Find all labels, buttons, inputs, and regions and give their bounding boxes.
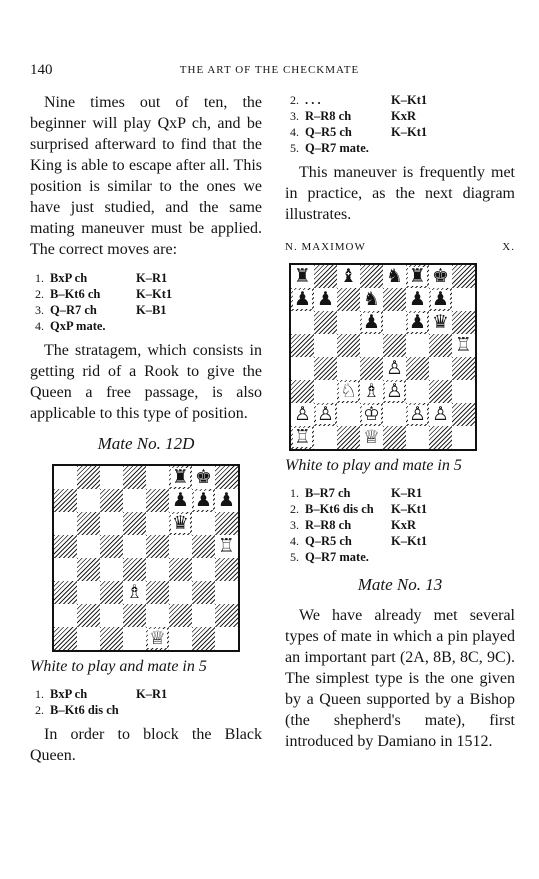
board-square xyxy=(123,512,146,535)
chess-piece-glyph: ♜ xyxy=(409,265,426,288)
move-row xyxy=(30,686,262,702)
board-square xyxy=(452,288,475,311)
move-row xyxy=(285,533,515,549)
chess-piece-glyph: ♔ xyxy=(363,403,380,426)
board-square xyxy=(337,426,360,449)
move-row xyxy=(285,517,515,533)
chess-piece-f6 xyxy=(406,311,429,334)
move-row xyxy=(285,108,515,124)
chess-piece-f8 xyxy=(406,265,429,288)
board-square xyxy=(100,489,123,512)
chess-piece-glyph: ♟ xyxy=(172,489,189,512)
move-list xyxy=(30,270,262,334)
chess-piece-d3 xyxy=(123,581,146,604)
black-move: K–Kt1 xyxy=(391,125,428,139)
black-move: K–R1 xyxy=(136,271,168,285)
board-square xyxy=(314,265,337,288)
move-number: 1. xyxy=(35,687,44,701)
black-move: K–Kt1 xyxy=(391,93,428,107)
move-number: 4. xyxy=(290,125,299,139)
move-number: 1. xyxy=(35,271,44,285)
black-move: KxR xyxy=(391,109,416,123)
chess-piece-d6 xyxy=(360,311,383,334)
board-square xyxy=(77,489,100,512)
chess-piece-glyph: ♕ xyxy=(149,627,166,650)
board-square xyxy=(291,380,314,403)
board-square xyxy=(429,380,452,403)
black-move: KxR xyxy=(391,518,416,532)
chess-piece-e4 xyxy=(383,357,406,380)
board-square xyxy=(123,489,146,512)
board-square xyxy=(452,311,475,334)
paragraph-text: In order to block the Black Queen. xyxy=(30,726,262,764)
chess-piece-d7 xyxy=(360,288,383,311)
board-square xyxy=(406,357,429,380)
board-square xyxy=(146,535,169,558)
board-square xyxy=(452,426,475,449)
chess-piece-d3 xyxy=(360,380,383,403)
move-number: 2. xyxy=(35,703,44,717)
chess-diagram xyxy=(289,263,477,451)
white-move: BxP ch xyxy=(50,271,88,285)
chess-piece-glyph: ♖ xyxy=(455,334,472,357)
paragraph-text: This maneuver is frequently met in practice, as the next diagram illustrates. xyxy=(285,164,515,223)
chess-piece-glyph: ♙ xyxy=(317,403,334,426)
board-square xyxy=(54,466,77,489)
chess-piece-a1 xyxy=(291,426,314,449)
board-square xyxy=(100,627,123,650)
chess-piece-a7 xyxy=(291,288,314,311)
board-square xyxy=(192,627,215,650)
chess-piece-d2 xyxy=(360,403,383,426)
board-square xyxy=(100,558,123,581)
board-square xyxy=(77,558,100,581)
paragraph-text: The stratagem, which consists in getting rid of a Rook to give the Queen a free passage, is also applicable to this type of position. xyxy=(30,342,262,422)
board-square xyxy=(291,334,314,357)
white-move: Q–R7 ch xyxy=(50,303,97,317)
move-number: 1. xyxy=(290,486,299,500)
chess-piece-glyph: ♞ xyxy=(363,288,380,311)
board-square xyxy=(383,288,406,311)
chess-piece-glyph: ♙ xyxy=(386,380,403,403)
move-row xyxy=(285,92,515,108)
chess-diagram xyxy=(52,464,240,652)
board-square xyxy=(100,604,123,627)
chess-piece-glyph: ♟ xyxy=(409,311,426,334)
board-square xyxy=(77,627,100,650)
board-square xyxy=(215,581,238,604)
chess-piece-glyph: ♕ xyxy=(363,426,380,449)
board-square xyxy=(452,265,475,288)
chess-piece-glyph: ♜ xyxy=(172,466,189,489)
board-square xyxy=(192,535,215,558)
board-square xyxy=(169,581,192,604)
board-square xyxy=(337,311,360,334)
black-move: K–R1 xyxy=(391,486,423,500)
board-square xyxy=(337,288,360,311)
board-square xyxy=(123,466,146,489)
board-square xyxy=(169,604,192,627)
chess-piece-glyph: ♟ xyxy=(317,288,334,311)
board-square xyxy=(54,558,77,581)
board-square xyxy=(314,357,337,380)
paragraph xyxy=(30,724,262,766)
chess-piece-f2 xyxy=(406,403,429,426)
chess-piece-a2 xyxy=(291,403,314,426)
move-number: 2. xyxy=(35,287,44,301)
move-list xyxy=(30,686,262,718)
white-move: B–Kt6 dis ch xyxy=(305,502,374,516)
chess-piece-glyph: ♝ xyxy=(340,265,357,288)
board-square xyxy=(100,512,123,535)
chess-piece-glyph: ♞ xyxy=(386,265,403,288)
chess-piece-g6 xyxy=(429,311,452,334)
chess-piece-f8 xyxy=(169,466,192,489)
black-player: X. xyxy=(502,241,515,253)
board-square xyxy=(314,311,337,334)
board-square xyxy=(54,489,77,512)
board-square xyxy=(146,466,169,489)
chess-piece-glyph: ♚ xyxy=(195,466,212,489)
players-heading xyxy=(285,241,515,253)
white-move: R–R8 ch xyxy=(305,109,352,123)
board-square xyxy=(77,466,100,489)
black-move: K–R1 xyxy=(136,687,168,701)
white-move: Q–R7 mate. xyxy=(305,550,369,564)
black-move: K–Kt1 xyxy=(391,534,428,548)
board-square xyxy=(215,512,238,535)
board-square xyxy=(452,403,475,426)
board-square xyxy=(406,334,429,357)
white-move: B–Kt6 dis ch xyxy=(50,703,119,717)
chess-piece-b2 xyxy=(314,403,337,426)
chess-piece-e3 xyxy=(383,380,406,403)
move-row xyxy=(30,286,262,302)
move-row xyxy=(30,702,262,718)
chess-piece-a8 xyxy=(291,265,314,288)
chess-piece-g8 xyxy=(429,265,452,288)
board-square xyxy=(215,627,238,650)
mate-title: Mate No. 12D xyxy=(97,434,195,453)
board-square xyxy=(77,581,100,604)
board-square xyxy=(169,627,192,650)
board-square xyxy=(314,380,337,403)
board-square xyxy=(452,380,475,403)
mate-title: Mate No. 13 xyxy=(357,575,443,594)
chess-piece-glyph: ♙ xyxy=(294,403,311,426)
white-move: R–R8 ch xyxy=(305,518,352,532)
diagram-caption: White to play and mate in 5 xyxy=(285,457,462,474)
board-square xyxy=(146,558,169,581)
board-square xyxy=(100,466,123,489)
move-number: 4. xyxy=(35,319,44,333)
board-square xyxy=(383,426,406,449)
chess-piece-glyph: ♗ xyxy=(126,581,143,604)
move-row xyxy=(285,501,515,517)
board-square xyxy=(169,558,192,581)
board-square xyxy=(215,604,238,627)
move-number: 4. xyxy=(290,534,299,548)
chess-piece-glyph: ♟ xyxy=(409,288,426,311)
chess-piece-g8 xyxy=(192,466,215,489)
board-square xyxy=(192,512,215,535)
right-column xyxy=(285,92,515,752)
chess-piece-g7 xyxy=(192,489,215,512)
move-row xyxy=(30,302,262,318)
board-square xyxy=(77,512,100,535)
chess-piece-c8 xyxy=(337,265,360,288)
board-square xyxy=(146,512,169,535)
chess-piece-glyph: ♛ xyxy=(432,311,449,334)
black-move: K–Kt1 xyxy=(136,287,173,301)
board-square xyxy=(314,426,337,449)
move-number: 3. xyxy=(290,518,299,532)
board-square xyxy=(291,357,314,380)
move-number: 3. xyxy=(35,303,44,317)
board-square xyxy=(123,535,146,558)
board-square xyxy=(169,535,192,558)
chess-piece-f6 xyxy=(169,512,192,535)
white-move: . . . xyxy=(305,93,321,107)
chess-piece-f7 xyxy=(406,288,429,311)
chess-piece-glyph: ♟ xyxy=(432,288,449,311)
chess-piece-glyph: ♙ xyxy=(386,357,403,380)
board-square xyxy=(123,604,146,627)
board-square xyxy=(54,535,77,558)
left-column xyxy=(30,92,262,766)
move-row xyxy=(30,270,262,286)
board-square xyxy=(291,311,314,334)
board-square xyxy=(54,604,77,627)
white-player: N. MAXIMOW xyxy=(285,241,366,253)
board-square xyxy=(192,581,215,604)
white-move: B–R7 ch xyxy=(305,486,351,500)
board-square xyxy=(383,311,406,334)
board-square xyxy=(77,604,100,627)
board-square xyxy=(406,426,429,449)
chess-piece-e8 xyxy=(383,265,406,288)
chess-piece-glyph: ♟ xyxy=(363,311,380,334)
board-square xyxy=(54,581,77,604)
board-square xyxy=(54,512,77,535)
move-number: 2. xyxy=(290,93,299,107)
board-square xyxy=(429,357,452,380)
white-move: B–Kt6 ch xyxy=(50,287,101,301)
chess-piece-glyph: ♖ xyxy=(218,535,235,558)
chess-piece-glyph: ♜ xyxy=(294,265,311,288)
board-square xyxy=(192,558,215,581)
black-move: K–Kt1 xyxy=(391,502,428,516)
move-number: 3. xyxy=(290,109,299,123)
chess-piece-h5 xyxy=(452,334,475,357)
black-move: K–B1 xyxy=(136,303,167,317)
diagram-caption: White to play and mate in 5 xyxy=(30,658,207,675)
chess-piece-d1 xyxy=(360,426,383,449)
paragraph xyxy=(285,162,515,225)
paragraph xyxy=(30,340,262,424)
chess-piece-glyph: ♟ xyxy=(294,288,311,311)
chess-piece-glyph: ♙ xyxy=(409,403,426,426)
board-square xyxy=(337,403,360,426)
move-row xyxy=(285,124,515,140)
board-square xyxy=(54,627,77,650)
chess-piece-glyph: ♟ xyxy=(195,489,212,512)
move-row xyxy=(285,485,515,501)
chess-piece-g7 xyxy=(429,288,452,311)
board-square xyxy=(337,334,360,357)
board-square xyxy=(146,581,169,604)
chess-piece-h7 xyxy=(215,489,238,512)
board-square xyxy=(383,403,406,426)
board-square xyxy=(452,357,475,380)
board-square xyxy=(337,357,360,380)
white-move: Q–R5 ch xyxy=(305,534,352,548)
move-row xyxy=(30,318,262,334)
board-square xyxy=(383,334,406,357)
move-row xyxy=(285,549,515,565)
board-square xyxy=(215,558,238,581)
chess-piece-f7 xyxy=(169,489,192,512)
move-list xyxy=(285,485,515,565)
board-square xyxy=(429,334,452,357)
board-square xyxy=(123,558,146,581)
chess-piece-glyph: ♚ xyxy=(432,265,449,288)
chess-piece-glyph: ♗ xyxy=(363,380,380,403)
board-square xyxy=(360,265,383,288)
board-square xyxy=(215,466,238,489)
move-number: 5. xyxy=(290,550,299,564)
chess-piece-h5 xyxy=(215,535,238,558)
chess-piece-g2 xyxy=(429,403,452,426)
paragraph xyxy=(30,92,262,260)
white-move: Q–R7 mate. xyxy=(305,141,369,155)
chess-piece-glyph: ♘ xyxy=(340,380,357,403)
board-square xyxy=(100,581,123,604)
white-move: BxP ch xyxy=(50,687,88,701)
chess-piece-b7 xyxy=(314,288,337,311)
move-row xyxy=(285,140,515,156)
paragraph xyxy=(285,605,515,752)
white-move: Q–R5 ch xyxy=(305,125,352,139)
running-title: THE ART OF THE CHECKMATE xyxy=(179,64,360,76)
page-number: 140 xyxy=(30,62,53,78)
chess-piece-c3 xyxy=(337,380,360,403)
paragraph-text: Nine times out of ten, the beginner will play QxP ch, and be surprised afterward to find that the King is able to escape after all. This position is similar to the ones we have just studied, and the same mating maneuver must be applied. The correct moves are: xyxy=(30,94,262,258)
chess-piece-glyph: ♛ xyxy=(172,512,189,535)
move-list xyxy=(285,92,515,156)
board-square xyxy=(314,334,337,357)
board-square xyxy=(146,604,169,627)
chess-piece-glyph: ♟ xyxy=(218,489,235,512)
white-move: QxP mate. xyxy=(50,319,106,333)
board-square xyxy=(77,535,100,558)
chess-piece-glyph: ♙ xyxy=(432,403,449,426)
chess-piece-e1 xyxy=(146,627,169,650)
board-square xyxy=(406,380,429,403)
move-number: 5. xyxy=(290,141,299,155)
chess-piece-glyph: ♖ xyxy=(294,426,311,449)
board-square xyxy=(123,627,146,650)
board-square xyxy=(360,357,383,380)
paragraph-text: We have already met several types of mate in which a pin played an important part (2A, 8B, 8C, 9C). The simplest type is the one given by a Queen supported by a Bishop (the shepherd's mate), first introduced by Damiano in 1512. xyxy=(285,607,515,750)
board-square xyxy=(146,489,169,512)
move-number: 2. xyxy=(290,502,299,516)
board-square xyxy=(192,604,215,627)
board-square xyxy=(429,426,452,449)
board-square xyxy=(360,334,383,357)
board-square xyxy=(100,535,123,558)
